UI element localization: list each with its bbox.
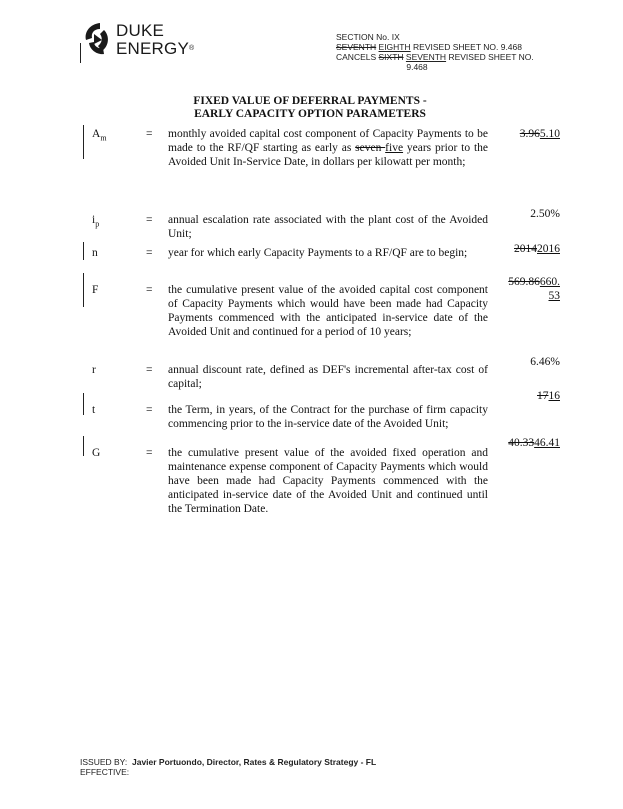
equals-sign: = xyxy=(146,284,153,296)
parameter-description: year for which early Capacity Payments to a RF/QF are to begin; xyxy=(168,247,468,259)
parameter-symbol: r xyxy=(92,364,96,376)
parameter-description: annual escalation rate associated with the plant cost of the Avoided Unit; xyxy=(168,214,488,240)
sheet-new-revision: EIGHTH xyxy=(378,42,411,52)
brand-line-1: DUKE xyxy=(116,21,165,40)
brand-mark: ® xyxy=(189,45,195,52)
brand-line-2: ENERGY xyxy=(116,39,189,58)
parameter-description: the cumulative present value of the avoided fixed operation and maintenance expense component of Capacity Payments which would have been made had Capacity Payments commenced with the anticipated in-service date of the Avoided Unit and continued until the Termination Date. xyxy=(168,447,488,515)
cancels-old-revision: SIXTH xyxy=(378,52,404,62)
parameter-value: 40.3346.41 xyxy=(508,437,560,449)
revision-bar xyxy=(83,242,84,260)
parameter-value: 6.46% xyxy=(530,356,560,368)
equals-sign: = xyxy=(146,247,153,259)
revision-bar xyxy=(83,125,84,159)
issued-by-label: ISSUED BY: xyxy=(80,757,128,767)
issued-by-value: Javier Portuondo, Director, Rates & Regulatory Strategy - FL xyxy=(131,757,377,767)
duke-energy-logo xyxy=(80,20,220,72)
sheet-line-rest: REVISED SHEET NO. 9.468 xyxy=(410,42,522,52)
parameter-symbol: $i_p$ xyxy=(92,214,100,229)
page-title xyxy=(140,95,480,121)
title-line-1: FIXED VALUE OF DEFERRAL PAYMENTS - xyxy=(193,95,427,107)
sheet-info xyxy=(336,32,534,72)
revision-bar xyxy=(83,393,84,415)
parameter-description: monthly avoided capital cost component of Capacity Payments to be made to the RF/QF starting as early as seven five years prior to the Avoided Unit In-Service Date, in dollars per kilowatt per month; xyxy=(168,128,488,168)
cancels-new-revision: SEVENTH xyxy=(405,52,447,62)
equals-sign: = xyxy=(146,128,153,140)
title-line-2: EARLY CAPACITY OPTION PARAMETERS xyxy=(194,108,426,120)
section-number: SECTION No. IX xyxy=(336,32,400,42)
parameter-symbol: G xyxy=(92,447,101,459)
parameter-value: 2.50% xyxy=(530,208,560,220)
cancels-rest: REVISED SHEET NO. xyxy=(446,52,534,62)
parameter-description: the Term, in years, of the Contract for the purchase of firm capacity commencing prior to the in-service date of the Avoided Unit; xyxy=(168,404,488,430)
parameter-description: the cumulative present value of the avoided capital cost component of Capacity Payments which would have been made had Capacity Payments commenced with the anticipated in-service date of the Avoided Unit and continued for a period of 10 years; xyxy=(168,284,488,338)
revision-bar xyxy=(83,436,84,456)
cancels-line xyxy=(336,52,534,62)
effective-label: EFFECTIVE: xyxy=(80,767,130,777)
parameter-symbol: t xyxy=(92,404,96,416)
issued-by-line xyxy=(80,757,376,767)
parameter-value: 1716 xyxy=(537,390,560,402)
cancels-sheet-number: 9.468 xyxy=(406,62,428,72)
sheet-number-line xyxy=(336,42,534,52)
sheet-old-revision: SEVENTH xyxy=(336,42,377,52)
parameter-symbol: F xyxy=(92,284,99,296)
revision-bar xyxy=(80,43,81,63)
cancels-prefix: CANCELS xyxy=(336,52,379,62)
parameter-value: 20142016 xyxy=(514,243,560,255)
equals-sign: = xyxy=(146,404,153,416)
equals-sign: = xyxy=(146,214,153,226)
equals-sign: = xyxy=(146,364,153,376)
parameter-symbol: $A_m$ xyxy=(92,128,107,143)
duke-energy-logo-icon xyxy=(80,20,114,60)
parameter-symbol: n xyxy=(92,247,98,259)
parameter-value: 569.86660.53 xyxy=(508,276,560,302)
parameter-value: 3.965.10 xyxy=(519,128,560,140)
revision-bar xyxy=(83,273,84,307)
footer xyxy=(80,757,376,777)
equals-sign: = xyxy=(146,447,153,459)
parameter-description: annual discount rate, defined as DEF's incremental after-tax cost of capital; xyxy=(168,364,488,390)
